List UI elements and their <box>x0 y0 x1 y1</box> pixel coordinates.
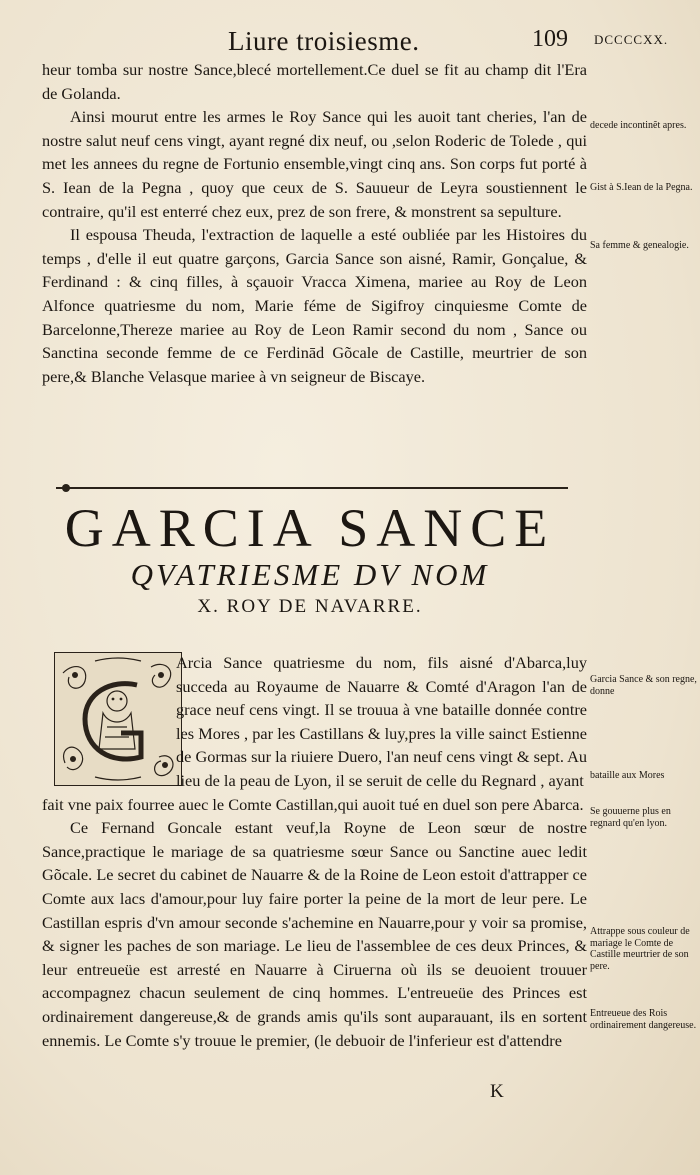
margin-note: Entreueue des Rois ordinairement dangereuse. <box>590 1008 697 1031</box>
chapter-subtitle: QVATRIESME DV NOM <box>130 557 490 592</box>
margin-note: Se gouuerne plus en regnard qu'en lyon. <box>590 806 671 829</box>
chapter-subtitle-2: X. ROY DE NAVARRE. <box>197 596 423 617</box>
paragraph: Il espousa Theuda, l'extraction de laquelle a esté oubliée par les Histoires du temps , d'elle il eut quatre garçons, Garcia Sance son aisné, Ramir, Gonçalue, & Ferdinand : & cinq filles, à sçauoir Vracca Ximena, mariee au Roy de Leon Alfonce quatriesme du nom, Marie féme de Sigifroy cinquiesme Comte de Barcelonne,Thereze mariee au Roy de Leon Ramir second du nom , Sance ou Sanctina seconde femme de ce Ferdinād Gõcale de Castille, meurtrier de son pere,& Blanche Velasque mariee à vn seigneur de Biscaye. <box>42 225 587 386</box>
horizontal-rule <box>56 487 568 489</box>
page-header <box>0 22 700 56</box>
margin-note: Garcia Sance & son regne, donne <box>590 674 697 697</box>
margin-note: Attrappe sous couleur de mariage le Comte de Castille meurtrier de son pere. <box>590 926 690 972</box>
margin-note: decede incontinẽt apres. <box>590 120 687 131</box>
folio-roman: DCCCCXX. <box>594 32 669 47</box>
margin-note: bataille aux Mores <box>590 770 665 781</box>
margin-note: Sa femme & genealogie. <box>590 240 689 251</box>
signature-mark: K <box>490 1081 504 1102</box>
folio-number: 109 <box>532 26 568 52</box>
paragraph-with-initial: Arcia Sance quatriesme du nom, fils aisné d'Abarca,luy succeda au Royaume de Nauarre & Comté d'Aragon l'an de grace neuf cens vingt. Il se trouua à vne bataille donnée contre les Mores , par les Castillans & luy,pres la ville sainct Estienne de Gormas sur la riuiere Duero, l'an neuf cens vingt & sept. Au lieu de la peau de Lyon, il se seruit de celle du Regnard , ayant <box>176 653 587 790</box>
paragraph: Ce Fernand Goncale estant veuf,la Royne de Leon sœur de nostre Sance,practique le mariage de sa quatriesme sœur Sance ou Sanctine auec ledit Gõcale. Le secret du cabinet de Nauarre & de la Roine de Leon estoit d'attrapper ce Comte aux lacs d'amour,pour luy faire porter la peine de la mort de leur pere. Le Castillan espris d'vn amour seconde s'achemine en Nauarre,pour y voir sa promise, & signer les paches de son mariage. Le lieu de l'assemblee de ces deux Princes, & leur entreueüe est arresté en Nauarre à Cirueгna où ils se deuoient trouuer accompagnez chacun seulement de cinq hommes. L'entreueüe des Princes est ordinairement dangereuse,& de grands amis qu'ils sont auparauant, ils en sortent ennemis. Le Comte s'y trouue le premier, (le debuoir de l'inferieur est d'attendre <box>42 818 587 1050</box>
text-block-1 <box>42 58 587 388</box>
chapter-title: GARCIA SANCE <box>64 498 556 558</box>
paragraph: heur tomba sur nostre Sance,blecé mortellement.Ce duel se fit au champ dit l'Era de Golanda. <box>42 60 587 103</box>
margin-note: Gist à S.Iean de la Pegna. <box>590 182 693 193</box>
running-head: Liure troisiesme. <box>228 26 420 56</box>
paragraph: Ainsi mourut entre les armes le Roy Sance qui les auoit tant cheries, l'an de nostre salut neuf cens vingt, ayant regné dix neuf, ou ,selon Roderic de Tolede , qui met les annees du regne de Fortunio ensemble,vingt cinq ans. Son corps fut porté à S. Iean de la Pegna , quoy que ceux de S. Sauueur de Leyra soustiennent le contraire, qu'il est enterré chez eux, prez de son frere, & monstrent sa sepulture. <box>42 107 587 221</box>
text-block-2 <box>42 651 587 1052</box>
paragraph: fait vne paix fourree auec le Comte Castillan,qui auoit tué en duel son pere Abarca. <box>42 794 584 814</box>
